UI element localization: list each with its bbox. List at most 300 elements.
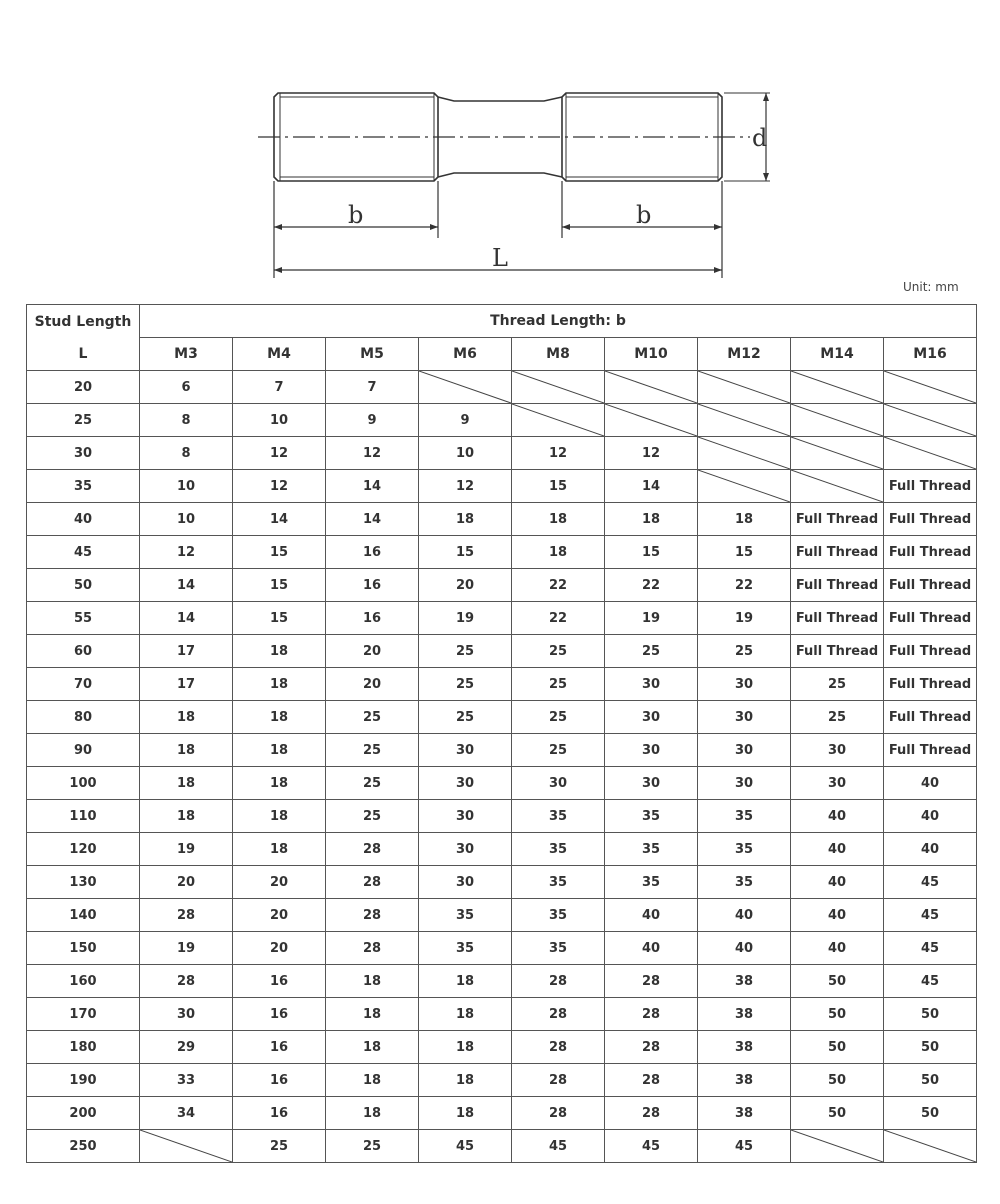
thread-length-cell: 16 [326,602,419,635]
not-available-cell [791,1130,884,1163]
thread-length-cell: 10 [419,437,512,470]
thread-length-cell: 30 [791,734,884,767]
thread-length-cell: 18 [140,767,233,800]
thread-length-cell: 25 [512,668,605,701]
thread-length-cell: 45 [698,1130,791,1163]
thread-length-cell: 40 [605,932,698,965]
stud-bolt-diagram [250,88,780,283]
thread-length-cell: 35 [512,899,605,932]
thread-length-cell: 35 [698,833,791,866]
not-available-cell [884,404,977,437]
not-available-cell [698,404,791,437]
thread-length-cell: 9 [419,404,512,437]
thread-length-cell: 25 [791,668,884,701]
thread-length-cell: Full Thread [791,635,884,668]
stud-length-cell: 110 [27,800,140,833]
thread-length-cell: 45 [512,1130,605,1163]
thread-length-cell: 18 [326,1097,419,1130]
thread-length-cell: 7 [326,371,419,404]
thread-length-cell: 30 [605,767,698,800]
stud-length-cell: 60 [27,635,140,668]
thread-length-cell: 28 [605,1097,698,1130]
not-available-cell [605,371,698,404]
thread-length-cell: 35 [698,866,791,899]
thread-length-cell: 38 [698,1097,791,1130]
table-row [27,635,977,668]
table-row [27,569,977,602]
thread-length-cell: 18 [419,1064,512,1097]
thread-length-cell: 28 [512,1064,605,1097]
unit-label: Unit: mm [903,280,959,294]
thread-length-cell: 25 [419,635,512,668]
thread-length-cell: 14 [140,602,233,635]
thread-length-cell: Full Thread [791,503,884,536]
thread-length-cell: 22 [512,569,605,602]
thread-length-cell: 19 [419,602,512,635]
table-row [27,833,977,866]
table-row [27,470,977,503]
thread-length-label-right: b [636,201,652,229]
thread-length-cell: 18 [233,701,326,734]
thread-length-cell: 35 [419,932,512,965]
table-row [27,965,977,998]
not-available-cell [791,371,884,404]
thread-length-cell: 30 [698,668,791,701]
thread-length-cell: 17 [140,668,233,701]
thread-length-cell: 38 [698,1031,791,1064]
table-row [27,437,977,470]
thread-length-cell: 30 [512,767,605,800]
not-available-cell [698,470,791,503]
thread-length-table [26,304,977,1163]
thread-length-cell: 16 [233,998,326,1031]
thread-length-cell: 6 [140,371,233,404]
diagonal-slash-icon [791,1130,883,1162]
thread-length-cell: 15 [605,536,698,569]
stud-length-cell: 45 [27,536,140,569]
thread-length-cell: 25 [512,734,605,767]
stud-length-cell: 20 [27,371,140,404]
table-row [27,1097,977,1130]
not-available-cell [140,1130,233,1163]
thread-length-cell: 30 [698,734,791,767]
stud-length-cell: 100 [27,767,140,800]
thread-length-cell: 35 [512,800,605,833]
thread-length-cell: 16 [233,1097,326,1130]
thread-length-cell: 28 [326,899,419,932]
thread-length-cell: 40 [698,932,791,965]
thread-length-cell: 20 [326,635,419,668]
thread-length-cell: 10 [140,470,233,503]
thread-length-cell: 28 [605,1031,698,1064]
stud-length-cell: 130 [27,866,140,899]
thread-length-cell: 25 [605,635,698,668]
size-header-m8: M8 [512,338,605,371]
thread-length-cell: 20 [233,899,326,932]
thread-length-cell: 29 [140,1031,233,1064]
thread-length-cell: 35 [512,932,605,965]
diagonal-slash-icon [698,371,790,403]
thread-length-cell: 50 [791,965,884,998]
thread-length-cell: 45 [884,965,977,998]
thread-length-cell: 50 [791,1097,884,1130]
thread-length-cell: 40 [791,833,884,866]
table-row [27,800,977,833]
diagonal-slash-icon [698,470,790,502]
thread-length-cell: 14 [326,503,419,536]
thread-length-cell: 30 [605,701,698,734]
thread-length-cell: 25 [791,701,884,734]
stud-length-cell: 70 [27,668,140,701]
thread-length-cell: 20 [326,668,419,701]
stud-length-cell: 120 [27,833,140,866]
thread-length-cell: 40 [791,932,884,965]
thread-length-cell: 14 [605,470,698,503]
thread-length-cell: 30 [419,767,512,800]
thread-length-cell: 40 [791,800,884,833]
thread-length-cell: 50 [791,1064,884,1097]
thread-length-cell: 38 [698,998,791,1031]
table-row [27,404,977,437]
diagonal-slash-icon [884,437,976,469]
thread-length-cell: 19 [698,602,791,635]
thread-length-cell: Full Thread [884,734,977,767]
size-header-m6: M6 [419,338,512,371]
thread-length-cell: 28 [605,998,698,1031]
thread-length-cell: 25 [326,734,419,767]
thread-size-header-row [27,338,977,371]
thread-length-cell: 35 [605,833,698,866]
table-row [27,998,977,1031]
thread-length-cell: 28 [326,932,419,965]
not-available-cell [884,371,977,404]
stud-length-header-symbol: L [78,345,88,362]
diagonal-slash-icon [512,404,604,436]
thread-length-cell: 38 [698,1064,791,1097]
table-row [27,503,977,536]
thread-length-cell: 12 [140,536,233,569]
thread-length-cell: 25 [698,635,791,668]
diagonal-slash-icon [884,404,976,436]
thread-length-cell: 40 [884,833,977,866]
stud-length-cell: 170 [27,998,140,1031]
thread-length-cell: 20 [140,866,233,899]
thread-length-cell: 20 [419,569,512,602]
thread-length-cell: 17 [140,635,233,668]
thread-length-cell: 45 [419,1130,512,1163]
thread-length-cell: Full Thread [791,569,884,602]
thread-length-cell: 45 [884,866,977,899]
diagonal-slash-icon [140,1130,232,1162]
thread-length-cell: 30 [419,800,512,833]
table-row [27,701,977,734]
diagonal-slash-icon [791,371,883,403]
stud-length-cell: 250 [27,1130,140,1163]
thread-length-cell: 40 [884,767,977,800]
thread-length-cell: 30 [419,734,512,767]
thread-length-cell: 18 [140,701,233,734]
diagonal-slash-icon [605,371,697,403]
diagonal-slash-icon [698,437,790,469]
thread-length-cell: 50 [884,1031,977,1064]
thread-length-cell: 25 [419,668,512,701]
diagonal-slash-icon [884,1130,976,1162]
stud-length-header [27,305,140,371]
thread-length-cell: 40 [884,800,977,833]
thread-length-cell: 18 [419,503,512,536]
size-header-m4: M4 [233,338,326,371]
thread-length-cell: 28 [326,866,419,899]
thread-length-cell: 12 [233,470,326,503]
thread-length-cell: 12 [419,470,512,503]
thread-length-cell: 35 [419,899,512,932]
table-row [27,899,977,932]
thread-length-cell: 15 [512,470,605,503]
thread-length-cell: 14 [140,569,233,602]
not-available-cell [791,470,884,503]
stud-length-cell: 40 [27,503,140,536]
thread-length-cell: 22 [605,569,698,602]
diagonal-slash-icon [884,371,976,403]
thread-length-cell: 16 [233,1064,326,1097]
not-available-cell [605,404,698,437]
size-header-m10: M10 [605,338,698,371]
thread-length-cell: 28 [512,1097,605,1130]
table-row [27,866,977,899]
thread-length-cell: 7 [233,371,326,404]
thread-length-cell: Full Thread [791,602,884,635]
not-available-cell [419,371,512,404]
thread-length-cell: 50 [884,1097,977,1130]
thread-length-cell: 30 [605,668,698,701]
stud-length-cell: 90 [27,734,140,767]
thread-length-cell: 28 [512,998,605,1031]
diagonal-slash-icon [419,371,511,403]
thread-length-cell: 18 [419,1031,512,1064]
table-row [27,767,977,800]
thread-length-cell: Full Thread [884,569,977,602]
stud-length-cell: 80 [27,701,140,734]
thread-length-cell: Full Thread [884,668,977,701]
thread-length-cell: 40 [698,899,791,932]
thread-length-label-left: b [348,201,364,229]
stud-length-cell: 180 [27,1031,140,1064]
thread-length-cell: 18 [233,767,326,800]
thread-length-cell: 30 [419,833,512,866]
thread-length-cell: 18 [140,734,233,767]
table-row [27,734,977,767]
table-row [27,668,977,701]
diagonal-slash-icon [698,404,790,436]
thread-length-cell: 50 [791,1031,884,1064]
thread-length-cell: 25 [512,635,605,668]
thread-length-cell: 15 [233,602,326,635]
stud-length-cell: 140 [27,899,140,932]
not-available-cell [791,437,884,470]
thread-length-cell: 18 [512,503,605,536]
thread-length-cell: Full Thread [884,602,977,635]
thread-length-cell: Full Thread [884,635,977,668]
thread-length-cell: 15 [698,536,791,569]
thread-length-cell: 28 [605,1064,698,1097]
size-header-m14: M14 [791,338,884,371]
thread-length-cell: 25 [326,1130,419,1163]
thread-length-cell: 18 [605,503,698,536]
stud-length-cell: 25 [27,404,140,437]
total-length-label: L [492,244,508,272]
thread-length-cell: 9 [326,404,419,437]
thread-length-cell: 12 [233,437,326,470]
thread-length-cell: Full Thread [884,536,977,569]
thread-length-cell: 40 [791,866,884,899]
thread-length-cell: 25 [326,701,419,734]
thread-length-cell: 18 [326,998,419,1031]
thread-length-cell: 45 [605,1130,698,1163]
thread-length-cell: 15 [233,536,326,569]
thread-length-cell: 25 [233,1130,326,1163]
thread-length-cell: 12 [326,437,419,470]
thread-length-cell: 19 [140,932,233,965]
size-header-m16: M16 [884,338,977,371]
thread-length-cell: 15 [419,536,512,569]
thread-length-cell: 20 [233,932,326,965]
thread-length-cell: 22 [698,569,791,602]
thread-length-cell: 28 [512,1031,605,1064]
table-row [27,932,977,965]
thread-length-cell: 10 [140,503,233,536]
stud-length-cell: 190 [27,1064,140,1097]
thread-length-cell: 14 [233,503,326,536]
stud-length-cell: 55 [27,602,140,635]
thread-length-cell: 45 [884,932,977,965]
thread-length-cell: 34 [140,1097,233,1130]
thread-length-cell: 30 [605,734,698,767]
stud-length-cell: 160 [27,965,140,998]
thread-length-cell: 18 [326,965,419,998]
thread-length-cell: 20 [233,866,326,899]
stud-length-header-title: Stud Length [34,313,132,330]
not-available-cell [791,404,884,437]
thread-length-cell: 18 [326,1031,419,1064]
stud-length-cell: 50 [27,569,140,602]
diagonal-slash-icon [605,404,697,436]
thread-length-cell: 30 [698,767,791,800]
size-header-m12: M12 [698,338,791,371]
thread-length-cell: 35 [605,866,698,899]
thread-length-cell: 15 [233,569,326,602]
diagonal-slash-icon [791,470,883,502]
thread-length-cell: Full Thread [884,470,977,503]
thread-length-cell: 19 [140,833,233,866]
thread-length-cell: 8 [140,404,233,437]
size-header-m5: M5 [326,338,419,371]
thread-length-cell: Full Thread [884,701,977,734]
thread-length-cell: 18 [512,536,605,569]
thread-length-cell: 18 [233,668,326,701]
thread-length-cell: 18 [233,800,326,833]
thread-length-cell: 8 [140,437,233,470]
stud-length-cell: 35 [27,470,140,503]
thread-length-cell: 18 [419,998,512,1031]
thread-length-cell: 50 [884,998,977,1031]
thread-length-cell: Full Thread [884,503,977,536]
diagonal-slash-icon [791,437,883,469]
thread-length-cell: 18 [419,965,512,998]
thread-length-cell: Full Thread [791,536,884,569]
thread-length-cell: 28 [326,833,419,866]
table-row [27,536,977,569]
thread-length-cell: 18 [140,800,233,833]
thread-length-cell: 19 [605,602,698,635]
thread-length-cell: 12 [605,437,698,470]
thread-length-cell: 35 [512,833,605,866]
table-row [27,602,977,635]
thread-length-cell: 12 [512,437,605,470]
table-row [27,1064,977,1097]
thread-length-cell: 18 [233,833,326,866]
thread-length-cell: 30 [698,701,791,734]
not-available-cell [884,437,977,470]
table-row [27,1031,977,1064]
thread-length-cell: 33 [140,1064,233,1097]
not-available-cell [512,371,605,404]
stud-length-cell: 200 [27,1097,140,1130]
thread-length-cell: 16 [326,569,419,602]
thread-length-cell: 30 [140,998,233,1031]
thread-length-cell: 50 [791,998,884,1031]
diagonal-slash-icon [791,404,883,436]
thread-length-cell: 35 [605,800,698,833]
thread-length-cell: 25 [326,767,419,800]
thread-length-cell: 18 [326,1064,419,1097]
thread-length-cell: 25 [512,701,605,734]
thread-length-header: Thread Length: b [140,305,977,338]
thread-length-cell: 30 [791,767,884,800]
thread-length-cell: 18 [419,1097,512,1130]
thread-length-cell: 28 [140,899,233,932]
thread-length-cell: 18 [233,635,326,668]
table-row [27,371,977,404]
thread-length-cell: 28 [605,965,698,998]
thread-length-cell: 40 [791,899,884,932]
thread-length-cell: 14 [326,470,419,503]
thread-length-cell: 30 [419,866,512,899]
thread-length-cell: 35 [698,800,791,833]
thread-length-cell: 50 [884,1064,977,1097]
stud-length-cell: 150 [27,932,140,965]
thread-length-cell: 28 [512,965,605,998]
thread-length-cell: 16 [233,965,326,998]
thread-length-cell: 40 [605,899,698,932]
table-row [27,1130,977,1163]
not-available-cell [884,1130,977,1163]
thread-length-cell: 10 [233,404,326,437]
diameter-label: d [752,124,768,152]
thread-length-cell: 18 [698,503,791,536]
thread-length-cell: 38 [698,965,791,998]
thread-length-cell: 25 [326,800,419,833]
not-available-cell [698,437,791,470]
thread-length-cell: 16 [233,1031,326,1064]
stud-length-cell: 30 [27,437,140,470]
thread-length-cell: 28 [140,965,233,998]
thread-length-cell: 16 [326,536,419,569]
not-available-cell [512,404,605,437]
diagonal-slash-icon [512,371,604,403]
thread-length-cell: 25 [419,701,512,734]
not-available-cell [698,371,791,404]
thread-length-cell: 35 [512,866,605,899]
